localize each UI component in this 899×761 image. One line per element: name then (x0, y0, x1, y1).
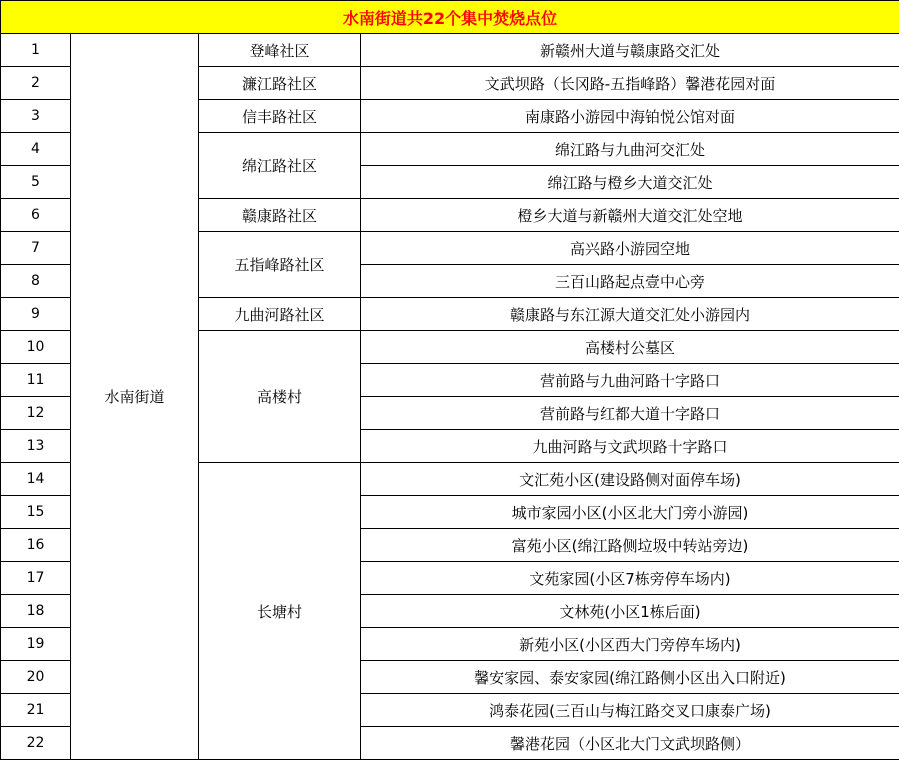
community-cell: 信丰路社区 (199, 100, 361, 133)
location-cell: 高楼村公墓区 (361, 331, 899, 364)
location-cell: 文苑家园(小区7栋旁停车场内) (361, 562, 899, 595)
community-cell: 赣康路社区 (199, 199, 361, 232)
row-number: 19 (1, 628, 71, 661)
location-cell: 富苑小区(绵江路侧垃圾中转站旁边) (361, 529, 899, 562)
row-number: 15 (1, 496, 71, 529)
row-number: 5 (1, 166, 71, 199)
row-number: 21 (1, 694, 71, 727)
location-cell: 新苑小区(小区西大门旁停车场内) (361, 628, 899, 661)
title-row (1, 1, 899, 34)
row-number: 20 (1, 661, 71, 694)
location-cell: 馨港花园（小区北大门文武坝路侧） (361, 727, 899, 760)
row-number: 10 (1, 331, 71, 364)
community-cell: 九曲河路社区 (199, 298, 361, 331)
location-cell: 文汇苑小区(建设路侧对面停车场) (361, 463, 899, 496)
location-cell: 绵江路与橙乡大道交汇处 (361, 166, 899, 199)
row-number: 13 (1, 430, 71, 463)
location-cell: 九曲河路与文武坝路十字路口 (361, 430, 899, 463)
location-cell: 新赣州大道与赣康路交汇处 (361, 34, 899, 67)
row-number: 8 (1, 265, 71, 298)
row-number: 6 (1, 199, 71, 232)
row-number: 9 (1, 298, 71, 331)
community-cell: 登峰社区 (199, 34, 361, 67)
row-number: 2 (1, 67, 71, 100)
row-number: 17 (1, 562, 71, 595)
row-number: 7 (1, 232, 71, 265)
location-cell: 营前路与红都大道十字路口 (361, 397, 899, 430)
table-row (1, 34, 899, 67)
location-cell: 南康路小游园中海铂悦公馆对面 (361, 100, 899, 133)
row-number: 14 (1, 463, 71, 496)
location-cell: 文林苑(小区1栋后面) (361, 595, 899, 628)
row-number: 16 (1, 529, 71, 562)
location-cell: 三百山路起点壹中心旁 (361, 265, 899, 298)
location-cell: 赣康路与东江源大道交汇处小游园内 (361, 298, 899, 331)
location-cell: 绵江路与九曲河交汇处 (361, 133, 899, 166)
row-number: 18 (1, 595, 71, 628)
location-cell: 城市家园小区(小区北大门旁小游园) (361, 496, 899, 529)
community-cell: 绵江路社区 (199, 133, 361, 199)
row-number: 22 (1, 727, 71, 760)
community-cell: 高楼村 (199, 331, 361, 463)
location-cell: 橙乡大道与新赣州大道交汇处空地 (361, 199, 899, 232)
community-cell: 濂江路社区 (199, 67, 361, 100)
table-title: 水南街道共22个集中焚烧点位 (1, 1, 899, 34)
row-number: 3 (1, 100, 71, 133)
street-cell: 水南街道 (71, 34, 199, 760)
location-cell: 高兴路小游园空地 (361, 232, 899, 265)
location-cell: 馨安家园、泰安家园(绵江路侧小区出入口附近) (361, 661, 899, 694)
location-cell: 鸿泰花园(三百山与梅江路交叉口康泰广场) (361, 694, 899, 727)
row-number: 4 (1, 133, 71, 166)
location-cell: 文武坝路（长冈路-五指峰路）馨港花园对面 (361, 67, 899, 100)
row-number: 1 (1, 34, 71, 67)
location-cell: 营前路与九曲河路十字路口 (361, 364, 899, 397)
row-number: 11 (1, 364, 71, 397)
row-number: 12 (1, 397, 71, 430)
community-cell: 五指峰路社区 (199, 232, 361, 298)
community-cell: 长塘村 (199, 463, 361, 760)
